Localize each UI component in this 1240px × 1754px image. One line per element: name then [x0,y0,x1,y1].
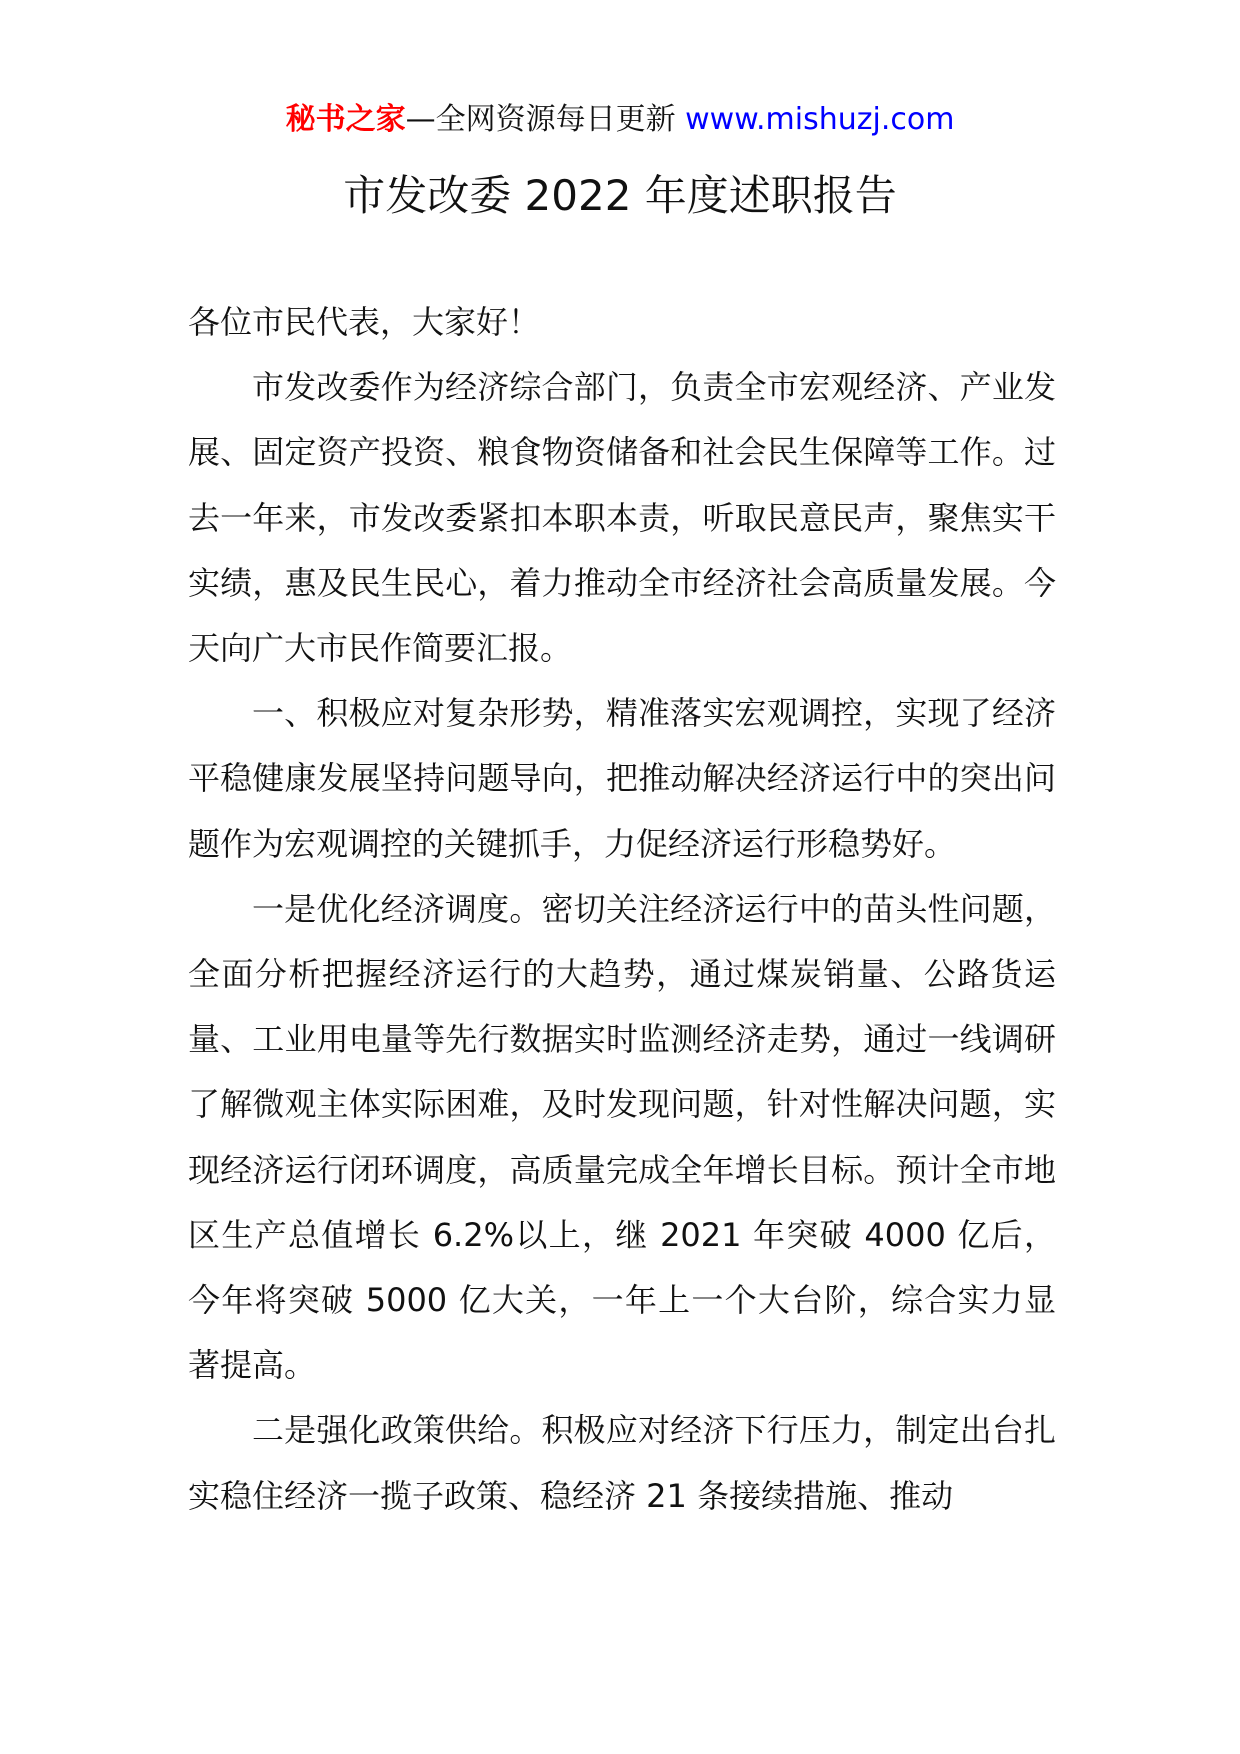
paragraph: 市发改委作为经济综合部门，负责全市宏观经济、产业发展、固定资产投资、粮食物资储备和社会民生保障等工作。过去一年来，市发改委紧扣本职本责，听取民意民声，聚焦实干实绩，惠及民生民心，着力推动全市经济社会高质量发展。今天向广大市民作简要汇报。 [188,368,1056,668]
site-header [0,100,1240,140]
paragraph: 二是强化政策供给。积极应对经济下行压力，制定出台扎实稳住经济一揽子政策、稳经济 21 条接续措施、推动 [188,1411,1056,1515]
paragraph: 一、积极应对复杂形势，精准落实宏观调控，实现了经济平稳健康发展坚持问题导向，把推动解决经济运行中的突出问题作为宏观调控的关键抓手，力促经济运行形稳势好。 [188,694,1056,863]
paragraph: 一是优化经济调度。密切关注经济运行中的苗头性问题，全面分析把握经济运行的大趋势，通过煤炭销量、公路货运量、工业用电量等先行数据实时监测经济走势，通过一线调研了解微观主体实际困难，及时发现问题，针对性解决问题，实现经济运行闭环调度，高质量完成全年增长目标。预计全市地区生产总值增长 6.2%以上，继 2021 年突破 4000 亿后，今年将突破 5000 亿大关，一年上一个大台阶，综合实力显著提高。 [188,889,1056,1385]
document-title: 市发改委 2022 年度述职报告 [343,171,897,220]
brand-name: 秘书之家 [285,102,406,137]
site-url-link[interactable]: www.mishuzj.com [685,102,955,137]
document-body [188,290,1056,1529]
salutation: 各位市民代表，大家好！ [188,303,541,341]
header-tagline: —全网资源每日更新 [405,102,686,137]
